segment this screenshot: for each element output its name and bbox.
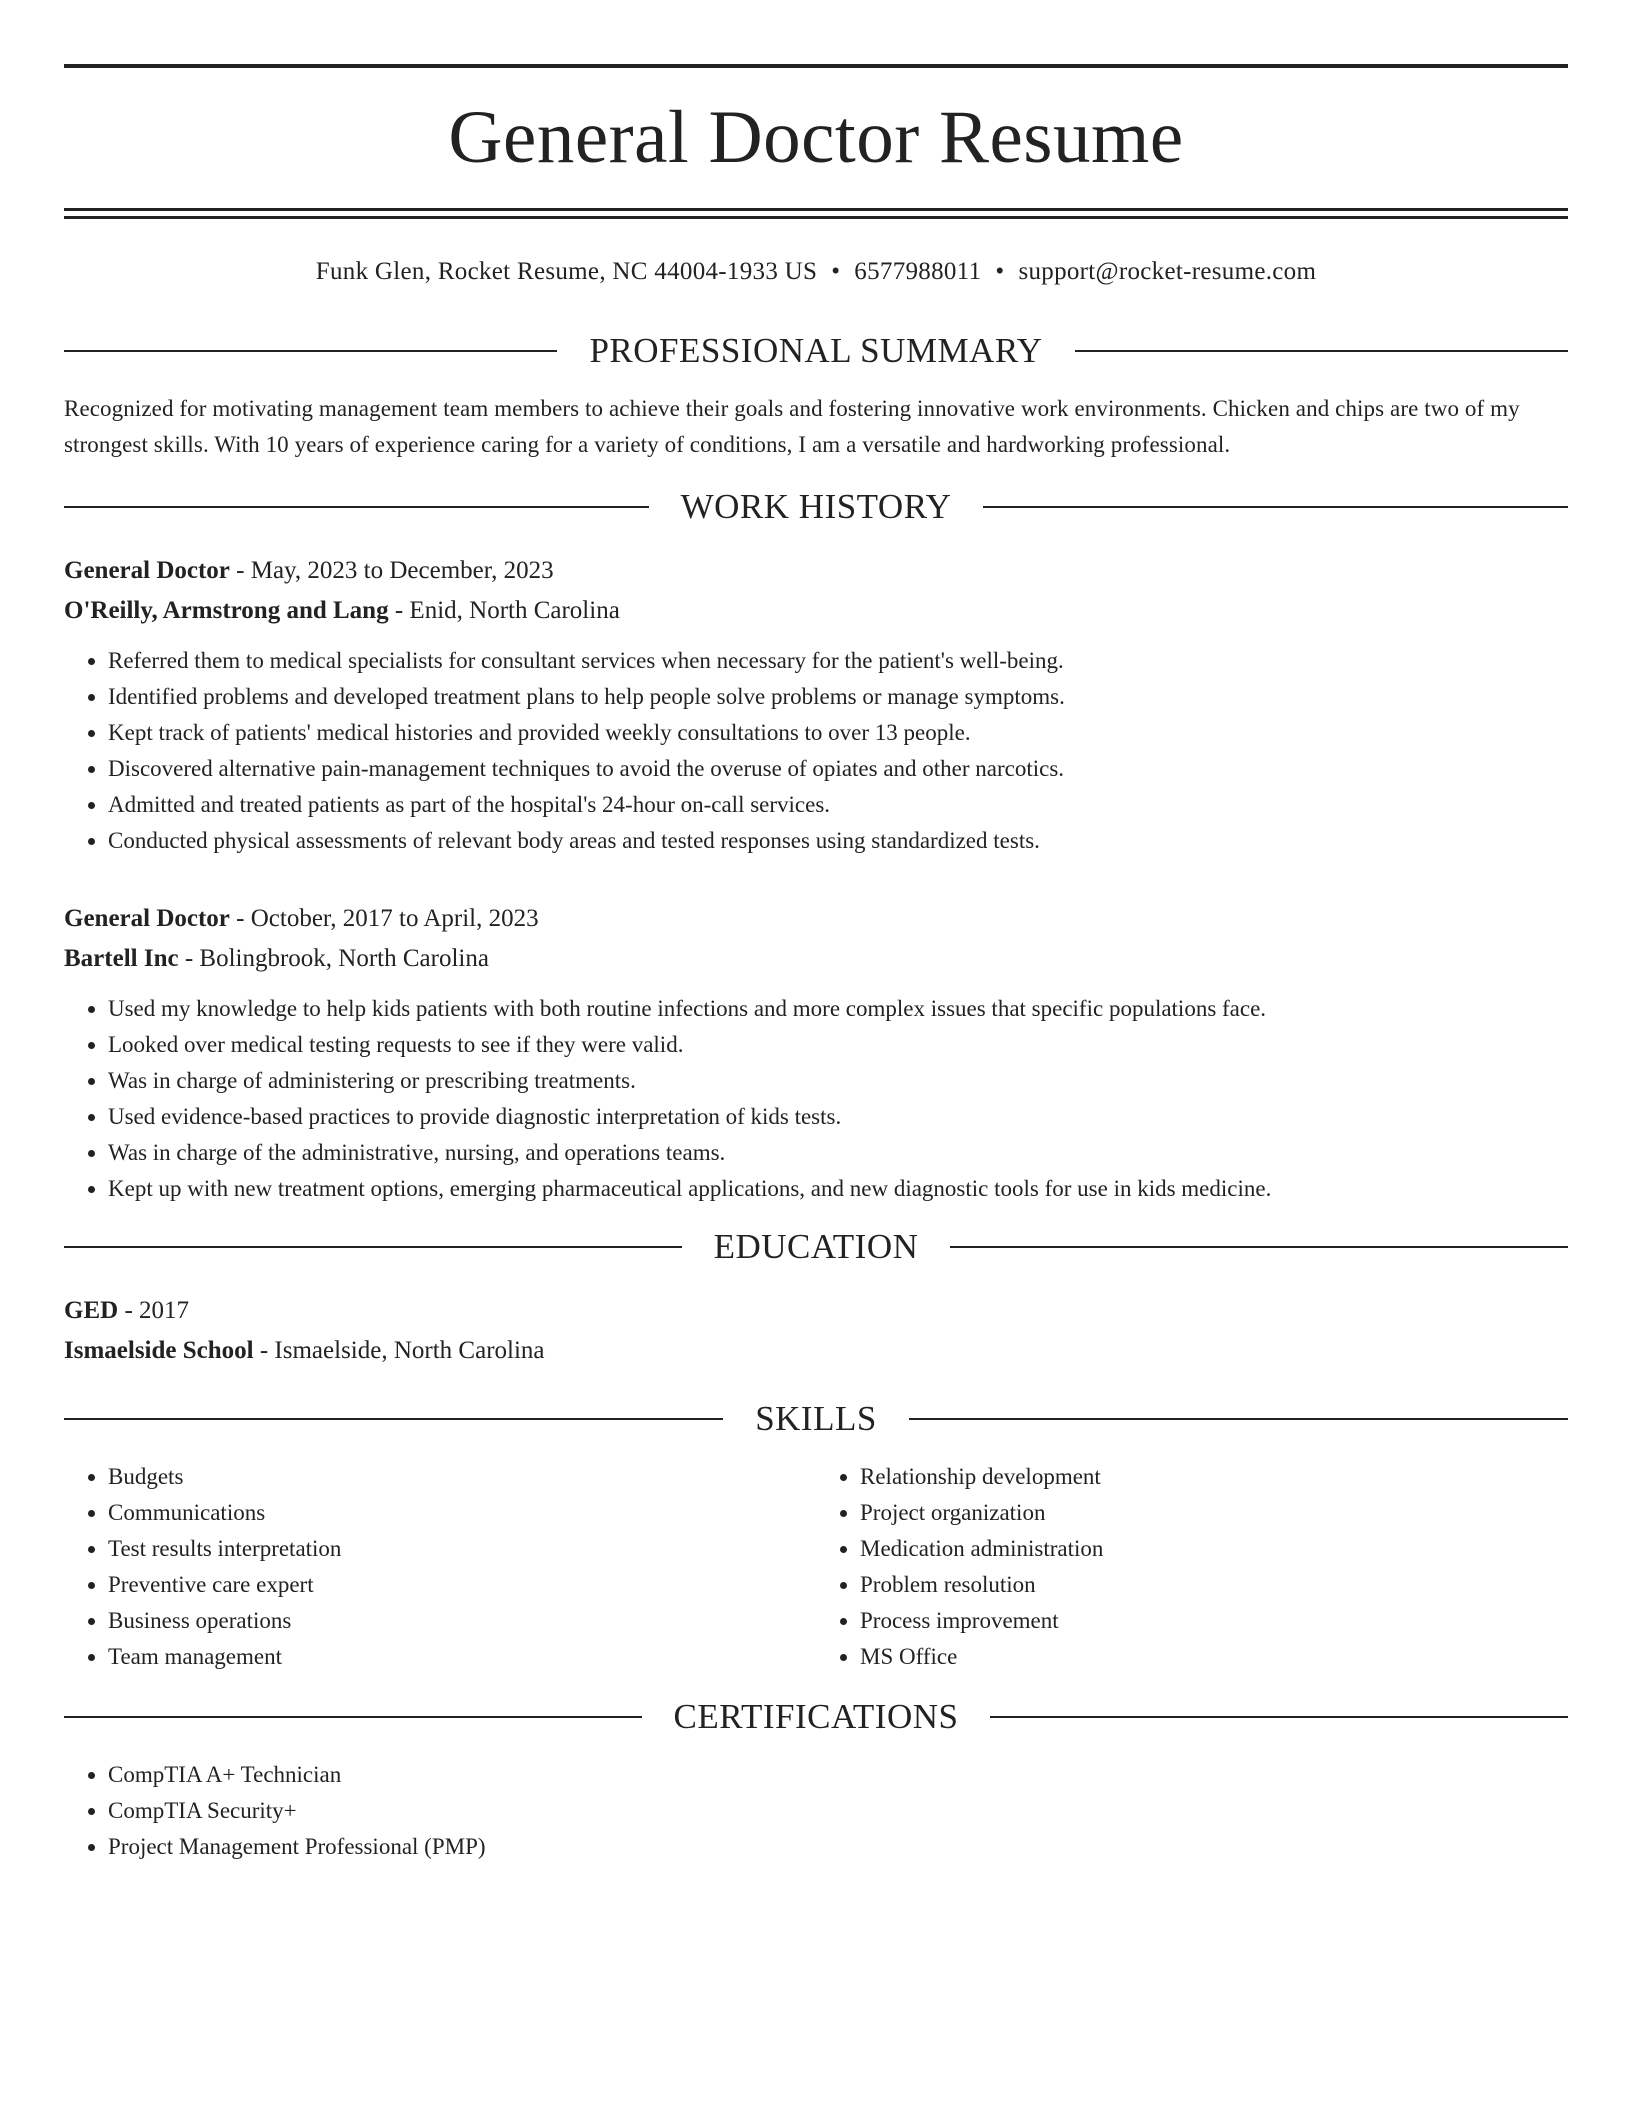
job-location: - Bolingbrook, North Carolina [178, 945, 489, 972]
contact-phone: 6577988011 [854, 258, 982, 285]
skills-list-right [816, 1459, 1568, 1675]
job-title: General Doctor [64, 905, 230, 932]
list-item: • MS Office [860, 1639, 1568, 1675]
job-title-line [64, 551, 1568, 591]
job-company-line [64, 591, 1568, 631]
certifications-list [64, 1757, 1568, 1865]
contact-separator: • [995, 258, 1005, 285]
list-item: • Process improvement [860, 1603, 1568, 1639]
list-item: • Budgets [108, 1459, 816, 1495]
job-duties-list [64, 643, 1568, 859]
section-rule-left [64, 350, 557, 352]
list-item: • CompTIA Security+ [108, 1793, 1568, 1829]
education-school: Ismaelside School [64, 1337, 254, 1364]
section-rule-left [64, 1418, 723, 1420]
list-item: • Medication administration [860, 1531, 1568, 1567]
education-location: - Ismaelside, North Carolina [253, 1337, 545, 1364]
list-item: • Kept up with new treatment options, emerging pharmaceutical applications, and new diagnostic tools for use in kids medicine. [108, 1171, 1568, 1207]
section-rule-right [983, 506, 1568, 508]
job-company: O'Reilly, Armstrong and Lang [64, 597, 389, 624]
education-degree: GED [64, 1297, 119, 1324]
list-item: • Project organization [860, 1495, 1568, 1531]
job-dates: - May, 2023 to December, 2023 [229, 557, 554, 584]
job-company-line [64, 939, 1568, 979]
list-item: • Admitted and treated patients as part of the hospital's 24-hour on-call services. [108, 787, 1568, 823]
section-rule-right [909, 1418, 1568, 1420]
job-duties-list [64, 991, 1568, 1207]
list-item: • Problem resolution [860, 1567, 1568, 1603]
job-company: Bartell Inc [64, 945, 179, 972]
list-item: • Project Management Professional (PMP) [108, 1829, 1568, 1865]
section-header-certifications [64, 1695, 1568, 1739]
list-item: • Relationship development [860, 1459, 1568, 1495]
section-title-skills: SKILLS [755, 1399, 877, 1438]
list-item: • Team management [108, 1639, 816, 1675]
list-item: • Discovered alternative pain-management techniques to avoid the overuse of opiates and other narcotics. [108, 751, 1568, 787]
education-entry [64, 1291, 1568, 1371]
section-rule-right [990, 1716, 1568, 1718]
list-item: • Used evidence-based practices to provide diagnostic interpretation of kids tests. [108, 1099, 1568, 1135]
contact-separator: • [831, 258, 841, 285]
list-item: • CompTIA A+ Technician [108, 1757, 1568, 1793]
page-title: General Doctor Resume [448, 96, 1184, 179]
section-header-work-history [64, 485, 1568, 529]
section-rule-left [64, 1716, 642, 1718]
resume-page [64, 64, 1568, 1865]
education-year: - 2017 [118, 1297, 190, 1324]
job-title-line [64, 899, 1568, 939]
list-item: • Was in charge of the administrative, nursing, and operations teams. [108, 1135, 1568, 1171]
list-item: • Preventive care expert [108, 1567, 816, 1603]
section-rule-left [64, 1246, 682, 1248]
list-item: • Communications [108, 1495, 816, 1531]
list-item: • Business operations [108, 1603, 816, 1639]
list-item: • Test results interpretation [108, 1531, 816, 1567]
summary-text: Recognized for motivating management team members to achieve their goals and fostering innovative work environments. Chicken and chips are two of my strongest skills. With 10 years of experience caring for a variety of conditions, I am a versatile and hardworking professional. [64, 396, 1520, 457]
education-degree-line [64, 1291, 1568, 1331]
section-title-summary: PROFESSIONAL SUMMARY [589, 331, 1043, 370]
list-item: • Used my knowledge to help kids patients with both routine infections and more complex issues that specific populations face. [108, 991, 1568, 1027]
list-item: • Was in charge of administering or prescribing treatments. [108, 1063, 1568, 1099]
title-double-rule [64, 208, 1568, 219]
job-title: General Doctor [64, 557, 230, 584]
section-header-education [64, 1225, 1568, 1269]
section-title-work-history: WORK HISTORY [680, 487, 952, 526]
job-location: - Enid, North Carolina [388, 597, 620, 624]
section-title-education: EDUCATION [713, 1227, 919, 1266]
job-entry [64, 551, 1568, 859]
section-header-skills [64, 1397, 1568, 1441]
job-entry [64, 899, 1568, 1207]
skills-list-left [64, 1459, 816, 1675]
list-item: • Looked over medical testing requests to see if they were valid. [108, 1027, 1568, 1063]
skills-grid [64, 1459, 1568, 1675]
list-item: • Identified problems and developed treatment plans to help people solve problems or manage symptoms. [108, 679, 1568, 715]
job-dates: - October, 2017 to April, 2023 [229, 905, 539, 932]
section-rule-right [1075, 350, 1568, 352]
education-school-line [64, 1331, 1568, 1371]
list-item: • Referred them to medical specialists for consultant services when necessary for the patient's well-being. [108, 643, 1568, 679]
section-title-certifications: CERTIFICATIONS [673, 1697, 959, 1736]
contact-address: Funk Glen, Rocket Resume, NC 44004-1933 US [315, 258, 818, 285]
section-rule-left [64, 506, 649, 508]
list-item: • Kept track of patients' medical histories and provided weekly consultations to over 13 people. [108, 715, 1568, 751]
section-header-summary [64, 329, 1568, 373]
contact-line [64, 257, 1568, 287]
contact-email: support@rocket-resume.com [1018, 258, 1317, 285]
section-rule-right [950, 1246, 1568, 1248]
list-item: • Conducted physical assessments of relevant body areas and tested responses using standardized tests. [108, 823, 1568, 859]
